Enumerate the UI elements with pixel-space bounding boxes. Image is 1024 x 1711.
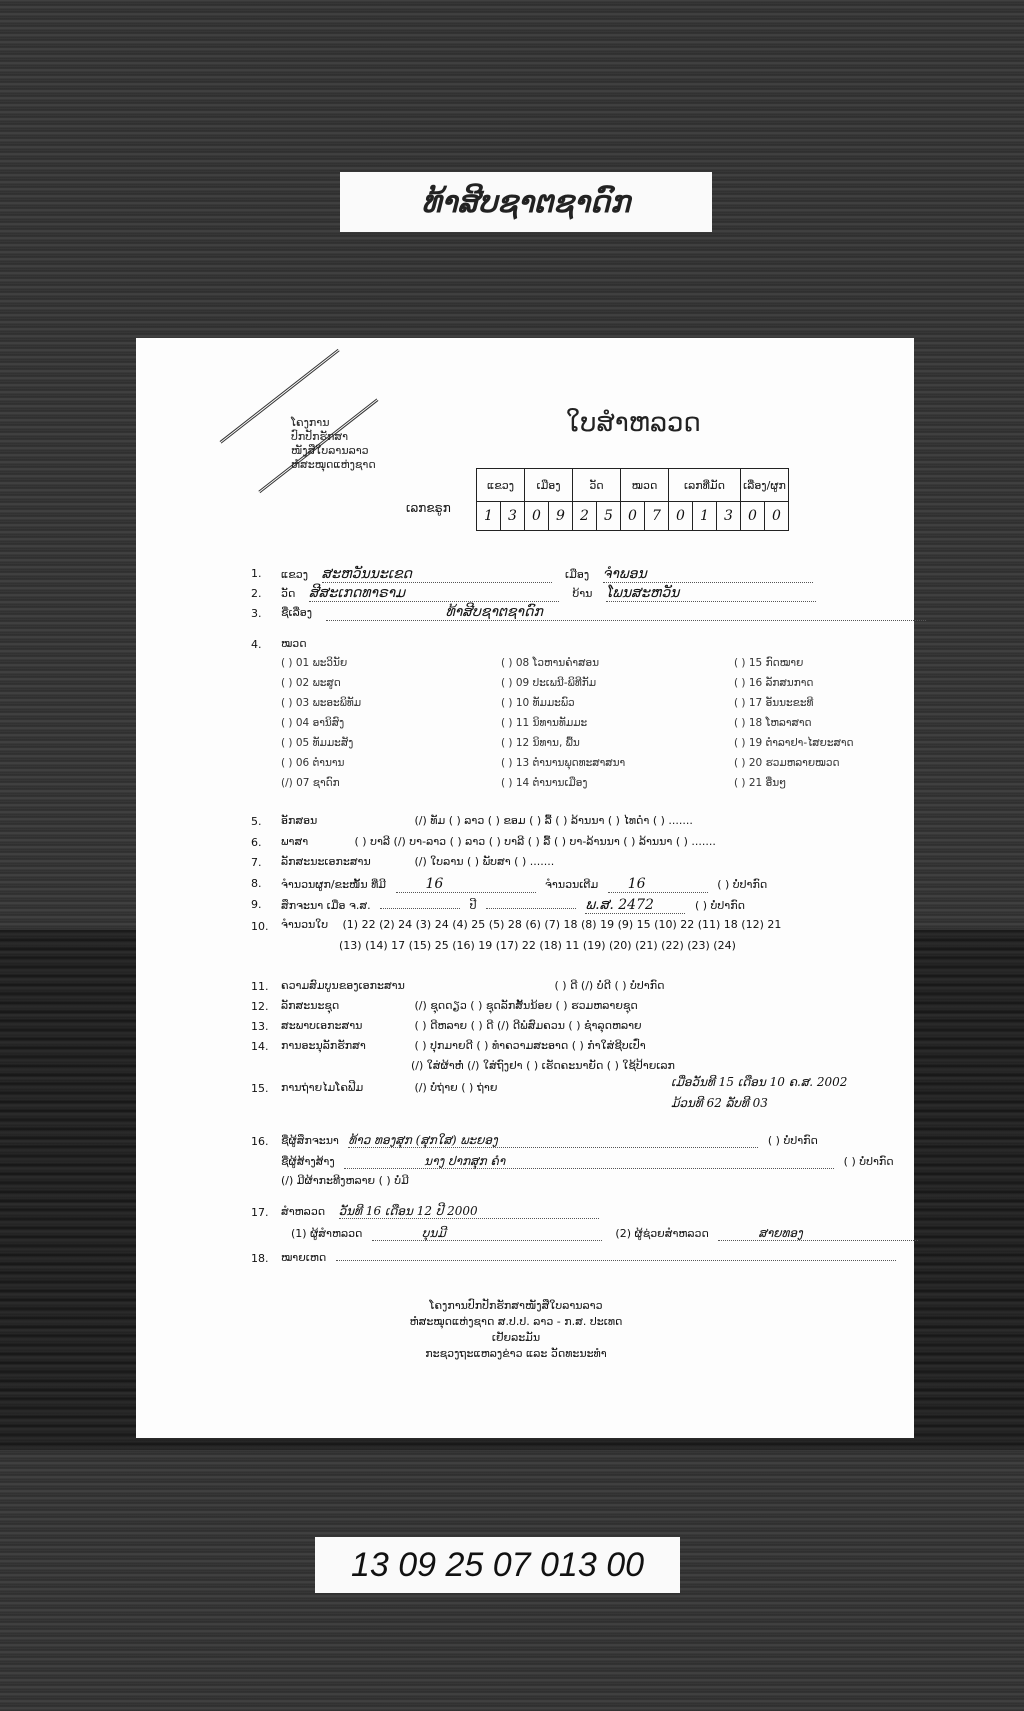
category-option: ( ) 03 ພະອະພິທັມ xyxy=(281,697,362,709)
field-conservation xyxy=(281,1039,646,1052)
form-footer xyxy=(386,1298,646,1362)
field-label: ສຶກຈະນາ ເມື່ອ ຈ.ສ. xyxy=(281,899,371,912)
surveyed-date: ວັນທີ 16 ເດືອນ 12 ປີ 2000 xyxy=(339,1204,599,1219)
field-label: ໝວດ xyxy=(281,637,307,650)
field-number: 17. xyxy=(251,1206,269,1219)
field-label: ໝາຍເຫດ xyxy=(281,1251,327,1264)
code-digit: 0 xyxy=(621,502,645,531)
doc-type-options: (/) ໃບລານ ( ) ພັບສາ ( ) ....... xyxy=(414,855,555,868)
org-line: ໂຄງການ xyxy=(291,416,330,429)
province-value: ສະຫວັນນະເຂດ xyxy=(322,566,552,583)
field-condition xyxy=(281,1019,642,1032)
category-option: ( ) 21 ອື່ນໆ xyxy=(734,777,787,789)
field-label: ເມືອງ xyxy=(565,568,590,581)
code-digit: 5 xyxy=(597,502,621,531)
field-label: ຊື່ເລື່ອງ xyxy=(281,606,313,619)
script-options: (/) ທັມ ( ) ລາວ ( ) ຂອມ ( ) ລື້ ( ) ລ້ານນາ ( ) ໄທດຳ ( ) ....... xyxy=(414,814,693,827)
field-label: ຈຳນວນເຕີມ xyxy=(545,878,599,891)
footer-line: ກະຊວງຖະແຫລງຂ່າວ ແລະ ວັດທະນະທຳ xyxy=(425,1347,607,1360)
field-leaves xyxy=(281,918,781,931)
code-digit: 3 xyxy=(501,502,525,531)
field-label: ສະພາບເອກະສານ xyxy=(281,1019,363,1032)
field-label: ຄວາມສົມບູນຂອງເອກະສານ xyxy=(281,979,405,992)
field-label: (2) ຜູ້ຊ່ວຍສຳຫລວດ xyxy=(615,1227,709,1240)
field-label: ແຂວງ xyxy=(281,568,309,581)
field-number: 9. xyxy=(251,898,262,911)
total-value: 16 xyxy=(608,876,708,893)
microfilm-date: ເມື່ອວັນທີ 15 ເດືອນ 10 ຄ.ສ. 2002 xyxy=(671,1075,848,1089)
field-label: ຊື່ຜູ້ສ້າງສ້າງ xyxy=(281,1155,335,1168)
field-label: ຈຳນວນໃບ xyxy=(281,918,329,931)
conservation-options: ( ) ປຸກມາຍດີ ( ) ທຳຄວາມສະອາດ ( ) ກຳໃສ່ຊີບເປົ່າ xyxy=(414,1039,646,1052)
field-language xyxy=(281,835,716,848)
org-line: ຫໍສະໝຸດແຫ່ງຊາດ xyxy=(291,458,376,471)
field-title xyxy=(281,604,926,621)
field-surveyed xyxy=(281,1204,599,1219)
survey-form xyxy=(136,338,914,1438)
microfilm-options: (/) ບໍ່ຖ່າຍ ( ) ຖ່າຍ xyxy=(414,1081,498,1094)
leaves-row-2: (13) (14) 17 (15) 25 (16) 19 (17) 22 (18) 11 (19) (20) (21) (22) (23) (24) xyxy=(339,939,736,952)
field-number: 13. xyxy=(251,1020,269,1033)
org-line: ປົກປັກຮັກສາ xyxy=(291,430,349,443)
category-option: ( ) 02 ພະສູດ xyxy=(281,677,341,689)
sponsor-value: ນາງ ປາກສຸກ ຄຳ xyxy=(344,1154,834,1169)
not-shown-option: ( ) ບໍ່ປາກົດ xyxy=(843,1155,894,1168)
form-title: ໃບສຳຫລວດ xyxy=(566,408,701,438)
code-label: ເລກຂຣູກ xyxy=(406,501,451,515)
category-option: ( ) 06 ຕຳນານ xyxy=(281,757,345,769)
be-year-value: ພ.ສ. 2472 xyxy=(585,897,685,914)
category-option: ( ) 04 ອານິສົງ xyxy=(281,717,345,729)
org-line: ໜັງສືໃບລານລາວ xyxy=(291,444,369,457)
field-microfilm xyxy=(281,1081,497,1094)
microfilm-reel: ມ້ວນທີ 62 ລັບທີ 03 xyxy=(671,1096,768,1110)
category-option: ( ) 16 ລັກສນກາດ xyxy=(734,677,814,689)
category-option: ( ) 19 ຕຳລາຢາ-ໄສຍະສາດ xyxy=(734,737,854,749)
not-shown-option: ( ) ບໍ່ປາກົດ xyxy=(717,878,768,891)
field-label: ລັກສະນະຊຸດ xyxy=(281,999,340,1012)
field-label: (1) ຜູ້ສຳຫລວດ xyxy=(291,1227,363,1240)
category-option: ( ) 11 ນິທານທັມມະ xyxy=(501,717,588,729)
surveyor-value: ບຸນມີ xyxy=(372,1226,602,1241)
code-header: ວັດ xyxy=(573,469,621,502)
category-option: ( ) 05 ທັມມະສັງ xyxy=(281,737,354,749)
field-set-type xyxy=(281,999,638,1012)
field-number: 15. xyxy=(251,1082,269,1095)
field-inscribed xyxy=(281,897,745,914)
field-number: 14. xyxy=(251,1040,269,1053)
field-label: ການອະນຸລັກຮັກສາ xyxy=(281,1039,366,1052)
code-digit: 0 xyxy=(669,502,693,531)
code-header: ເລກທີ່ມັດ xyxy=(669,469,741,502)
header-label: ທ້າສີບຊາຕຊາດົກ xyxy=(340,172,712,232)
field-number: 7. xyxy=(251,856,262,869)
field-label: ຈຳນວນຜູກ/ຂະໜັ້ນ ທີ່ມີ xyxy=(281,878,387,891)
field-number: 11. xyxy=(251,980,269,993)
code-digit: 7 xyxy=(645,502,669,531)
field-sponsor xyxy=(281,1154,894,1169)
code-digit: 3 xyxy=(717,502,741,531)
completeness-options: ( ) ດີ (/) ບໍ່ດີ ( ) ບໍ່ປາກົດ xyxy=(554,979,665,992)
field-number: 3. xyxy=(251,607,262,620)
fascicles-value: 16 xyxy=(396,876,536,893)
footer-line: ໂຄງການປົກປັກຮັກສາໜັງສືໃບລານລາວ xyxy=(429,1299,603,1312)
category-option: ( ) 10 ທັມມະພົວ xyxy=(501,697,575,709)
code-table xyxy=(476,468,789,531)
field-completeness xyxy=(281,979,664,992)
code-digit: 0 xyxy=(741,502,765,531)
sponsor-options: (/) ມີຜ້າກະທີງຫລາຍ ( ) ບໍ່ມີ xyxy=(281,1174,409,1187)
reference-number-label: 13 09 25 07 013 00 xyxy=(315,1537,680,1593)
field-label: ປີ xyxy=(469,899,477,912)
field-number: 16. xyxy=(251,1135,269,1148)
field-number: 4. xyxy=(251,638,262,651)
field-label: ອັກສອນ xyxy=(281,814,318,827)
category-option: ( ) 17 ອັນນະຂະທີ xyxy=(734,697,814,709)
field-temple xyxy=(281,585,816,602)
set-type-options: (/) ຊຸດດຽວ ( ) ຊຸດລັກສັ້ນນ້ອຍ ( ) ຮວມຫລາຍຊຸດ xyxy=(414,999,638,1012)
conservation-options-2: (/) ໃສ່ຜ້າຫໍ່ (/) ໃສ່ຖົງຢາ ( ) ເຮັດຄະນາຍັດ ( ) ໃຊ້ປ້າຍເລກ xyxy=(411,1059,675,1072)
field-scribe xyxy=(281,1133,818,1148)
not-shown-option: ( ) ບໍ່ປາກົດ xyxy=(694,899,745,912)
field-province xyxy=(281,566,813,583)
category-option: (/) 07 ຊາດົກ xyxy=(281,777,340,789)
language-options: ( ) ບາລີ (/) ບາ-ລາວ ( ) ລາວ ( ) ບາລີ ( ) ລື້ ( ) ບາ-ລ້ານນາ ( ) ລ້ານນາ ( ) ....... xyxy=(354,835,716,848)
field-label: ລັກສະນະເອກະສານ xyxy=(281,855,371,868)
code-digit: 1 xyxy=(477,502,501,531)
field-fascicles xyxy=(281,876,767,893)
code-header: ແຂວງ xyxy=(477,469,525,502)
field-label: ວັດ xyxy=(281,587,296,600)
code-digit: 2 xyxy=(573,502,597,531)
category-option: ( ) 13 ຕຳນານພຸດທະສາສນາ xyxy=(501,757,626,769)
field-number: 5. xyxy=(251,815,262,828)
field-label: ການຖ່າຍໄມໂຄຟີມ xyxy=(281,1081,364,1094)
field-number: 6. xyxy=(251,836,262,849)
condition-options: ( ) ດີຫລາຍ ( ) ດີ (/) ດີພໍສົມຄວນ ( ) ຊຳລຸດຫລາຍ xyxy=(414,1019,642,1032)
field-number: 8. xyxy=(251,877,262,890)
scribe-value: ທ້າວ ທອງສຸກ (ສຸກໃສ) ພະຍອງ xyxy=(348,1133,758,1148)
code-digit: 0 xyxy=(765,502,789,531)
field-remarks xyxy=(281,1251,896,1264)
leaves-row-1: (1) 22 (2) 24 (3) 24 (4) 25 (5) 28 (6) (7) 18 (8) 19 (9) 15 (10) 22 (11) 18 (12) 21 xyxy=(342,918,782,931)
field-doc-type xyxy=(281,855,554,868)
field-number: 2. xyxy=(251,587,262,600)
field-number: 18. xyxy=(251,1252,269,1265)
assistant-value: ສາຍທອງ xyxy=(718,1226,918,1241)
category-option: ( ) 20 ຮວມຫລາຍໝວດ xyxy=(734,757,840,769)
code-header: ໝວດ xyxy=(621,469,669,502)
category-option: ( ) 18 ໂຫລາສາດ xyxy=(734,717,812,729)
field-script xyxy=(281,814,693,827)
field-number: 12. xyxy=(251,1000,269,1013)
category-option: ( ) 01 ພະວິນັຍ xyxy=(281,657,348,669)
code-header: ເລື່ອງ/ຜູກ xyxy=(741,469,789,502)
code-digit: 9 xyxy=(549,502,573,531)
category-option: ( ) 15 ກົດໝາຍ xyxy=(734,657,804,669)
field-number: 10. xyxy=(251,920,269,933)
not-shown-option: ( ) ບໍ່ປາກົດ xyxy=(767,1134,818,1147)
organization-block xyxy=(291,416,376,472)
district-value: ຈຳພອນ xyxy=(603,566,813,583)
category-option: ( ) 09 ປະເພນີ-ພິທີກັມ xyxy=(501,677,597,689)
field-label: ສຳຫລວດ xyxy=(281,1205,326,1218)
footer-line: ຫໍສະໝຸດແຫ່ງຊາດ ສ.ປ.ປ. ລາວ - ກ.ສ. ປະເທດເຢັຍລະມັນ xyxy=(409,1315,623,1344)
field-label: ຊື່ຜູ້ສຶກຈະນາ xyxy=(281,1134,339,1147)
category-option: ( ) 08 ໂວຫານຄຳສອນ xyxy=(501,657,600,669)
field-number: 1. xyxy=(251,567,262,580)
category-option: ( ) 12 ນິທານ, ພື້ນ xyxy=(501,737,580,749)
category-option: ( ) 14 ຕຳນານເມືອງ xyxy=(501,777,588,789)
surveyor-line xyxy=(291,1226,918,1241)
field-label: ບ້ານ xyxy=(572,587,593,600)
temple-value: ສີສະເກດທາຣາມ xyxy=(309,585,559,602)
title-value: ທ້າສີບຊາຕຊາດົກ xyxy=(326,604,926,621)
code-header: ເມືອງ xyxy=(525,469,573,502)
village-value: ໂພນສະຫວັນ xyxy=(606,585,816,602)
code-digit: 0 xyxy=(525,502,549,531)
code-digit: 1 xyxy=(693,502,717,531)
field-label: ພາສາ xyxy=(281,835,309,848)
